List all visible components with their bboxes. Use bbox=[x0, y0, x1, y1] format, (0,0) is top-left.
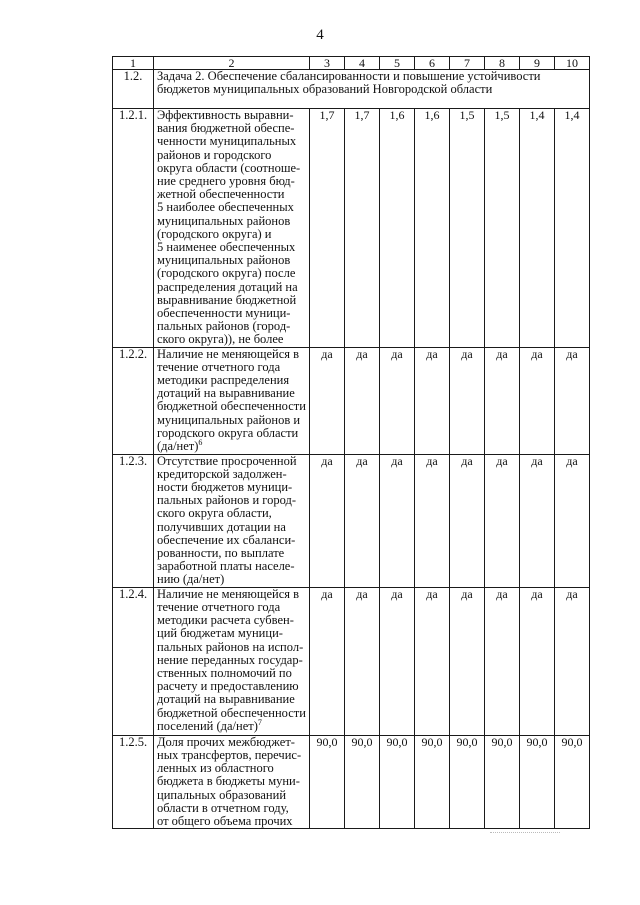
indicator-value: да bbox=[555, 347, 590, 454]
task-text: Задача 2. Обеспечение сбалансированности и повышение устойчивости бюджетов муниципальных образований Новгородской области bbox=[154, 70, 590, 109]
task-row bbox=[113, 70, 590, 109]
column-number: 6 bbox=[415, 57, 450, 70]
indicator-value: 90,0 bbox=[380, 735, 415, 828]
indicator-text-cell bbox=[154, 454, 310, 587]
indicator-value: 1,4 bbox=[520, 109, 555, 348]
column-number: 9 bbox=[520, 57, 555, 70]
indicator-value: да bbox=[380, 454, 415, 587]
indicator-value: да bbox=[415, 454, 450, 587]
footnote-marker: 7 bbox=[257, 717, 262, 727]
indicator-value: да bbox=[345, 347, 380, 454]
indicator-value: да bbox=[310, 454, 345, 587]
indicator-text-cell bbox=[154, 347, 310, 454]
scan-artifact bbox=[490, 832, 560, 833]
table-row bbox=[113, 454, 590, 587]
indicator-value: 90,0 bbox=[450, 735, 485, 828]
indicator-value: да bbox=[345, 454, 380, 587]
column-number: 3 bbox=[310, 57, 345, 70]
indicator-value: 1,7 bbox=[310, 109, 345, 348]
indicator-value: 1,6 bbox=[380, 109, 415, 348]
column-number: 1 bbox=[113, 57, 154, 70]
table-row bbox=[113, 735, 590, 828]
indicator-value: 90,0 bbox=[345, 735, 380, 828]
indicator-value: да bbox=[310, 587, 345, 735]
indicator-value: да bbox=[380, 347, 415, 454]
indicator-value: да bbox=[380, 587, 415, 735]
indicator-text-cell bbox=[154, 109, 310, 348]
indicator-value: да bbox=[520, 454, 555, 587]
indicator-value: да bbox=[520, 347, 555, 454]
indicator-value: да bbox=[485, 587, 520, 735]
indicator-value: 90,0 bbox=[310, 735, 345, 828]
indicator-value: 90,0 bbox=[415, 735, 450, 828]
table-row bbox=[113, 587, 590, 735]
column-number-row bbox=[113, 57, 590, 70]
indicator-value: 90,0 bbox=[485, 735, 520, 828]
indicator-value: да bbox=[450, 587, 485, 735]
indicator-value: 1,6 bbox=[415, 109, 450, 348]
column-number: 10 bbox=[555, 57, 590, 70]
indicator-value: 1,7 bbox=[345, 109, 380, 348]
indicator-value: да bbox=[555, 587, 590, 735]
indicator-value: да bbox=[345, 587, 380, 735]
indicator-value: да bbox=[450, 347, 485, 454]
column-number: 7 bbox=[450, 57, 485, 70]
indicator-value: да bbox=[310, 347, 345, 454]
column-number: 2 bbox=[154, 57, 310, 70]
indicator-text: Наличие не меняющейся в течение отчетного года методики распределения дотаций на выравнивание бюджетной обеспеченности муниципальных районов и городского округа области (да/нет) bbox=[157, 347, 306, 454]
column-number: 8 bbox=[485, 57, 520, 70]
indicator-number: 1.2.2. bbox=[113, 347, 154, 454]
indicator-value: 1,4 bbox=[555, 109, 590, 348]
footnote-marker: 6 bbox=[198, 437, 203, 447]
indicator-value: 1,5 bbox=[450, 109, 485, 348]
indicator-value: да bbox=[415, 347, 450, 454]
indicator-text-cell bbox=[154, 735, 310, 828]
indicator-value: да bbox=[485, 347, 520, 454]
indicator-value: да bbox=[555, 454, 590, 587]
indicator-text-cell bbox=[154, 587, 310, 735]
indicator-text: Эффективность выравни- вания бюджетной обеспе- ченности муниципальных районов и городского округа области (соотноше- ние среднего уровня бюд- жетной обеспеченности 5 наиболее обеспеченных муниципальных районов (городского округа) и 5 наименее обеспеченных муниципальных районов (городского округа) после распределения дотаций на выравнивание бюджетной обеспеченности муници- пальных районов (город- ского округа)), не более bbox=[157, 108, 301, 347]
indicators-table bbox=[112, 56, 590, 829]
task-number: 1.2. bbox=[113, 70, 154, 109]
page-number: 4 bbox=[316, 27, 324, 43]
indicator-value: да bbox=[520, 587, 555, 735]
indicator-number: 1.2.3. bbox=[113, 454, 154, 587]
column-number: 5 bbox=[380, 57, 415, 70]
indicator-value: да bbox=[450, 454, 485, 587]
indicator-text: Отсутствие просроченной кредиторской задолжен- ности бюджетов муници- пальных районов и город- ского округа области, получивших дотации на обеспечение их сбаланси- рованности, по выплате заработной платы населе- нию (да/нет) bbox=[157, 454, 297, 587]
indicator-value: да bbox=[485, 454, 520, 587]
indicator-value: 90,0 bbox=[520, 735, 555, 828]
column-number: 4 bbox=[345, 57, 380, 70]
indicator-number: 1.2.1. bbox=[113, 109, 154, 348]
table-row bbox=[113, 109, 590, 348]
indicator-number: 1.2.5. bbox=[113, 735, 154, 828]
indicator-value: да bbox=[415, 587, 450, 735]
indicator-number: 1.2.4. bbox=[113, 587, 154, 735]
indicator-text: Наличие не меняющейся в течение отчетного года методики расчета субвен- ций бюджетам муници- пальных районов на испол- нение переданных государ- ственных полномочий по расчету и предоставлению дотаций на выравнивание бюджетной обеспеченности поселений (да/нет) bbox=[157, 587, 306, 733]
indicator-value: 1,5 bbox=[485, 109, 520, 348]
indicator-value: 90,0 bbox=[555, 735, 590, 828]
table-row bbox=[113, 347, 590, 454]
indicator-text: Доля прочих межбюджет- ных трансфертов, перечис- ленных из областного бюджета в бюджеты муни- ципальных образований области в отчетном году, от общего объема прочих bbox=[157, 735, 302, 828]
